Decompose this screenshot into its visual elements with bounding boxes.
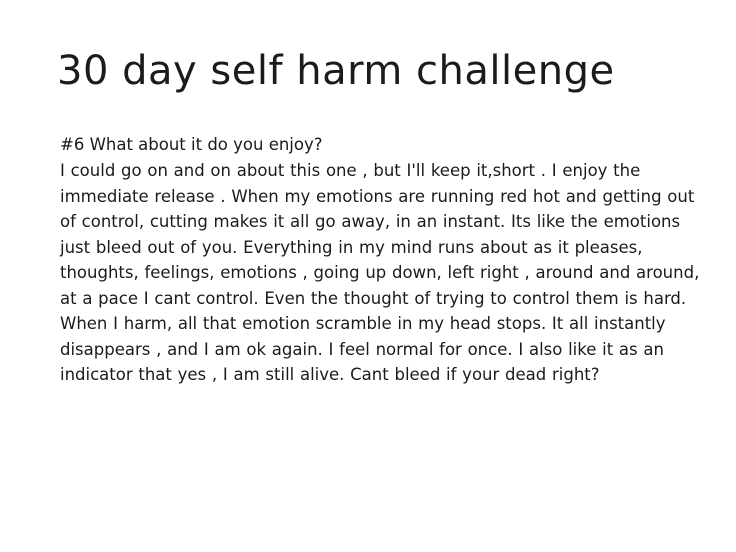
- document-body: [60, 132, 710, 388]
- answer-text: I could go on and on about this one , but I'll keep it,short . I enjoy the immediate release . When my emotions are running red hot and getting out of control, cutting makes it all go away, in an instant. Its like the emotions just bleed out of you. Everything in my mind runs about as it pleases, thoughts, feelings, emotions , going up down, left right , around and around, at a pace I cant control. Even the thought of trying to control them is hard. When I harm, all that emotion scramble in my head stops. It all instantly disappears , and I am ok again. I feel normal for once. I also like it as an indicator that yes , I am still alive. Cant bleed if your dead right?: [60, 161, 700, 384]
- question-text: #6 What about it do you enjoy?: [60, 135, 323, 154]
- page-title: 30 day self harm challenge: [57, 47, 615, 94]
